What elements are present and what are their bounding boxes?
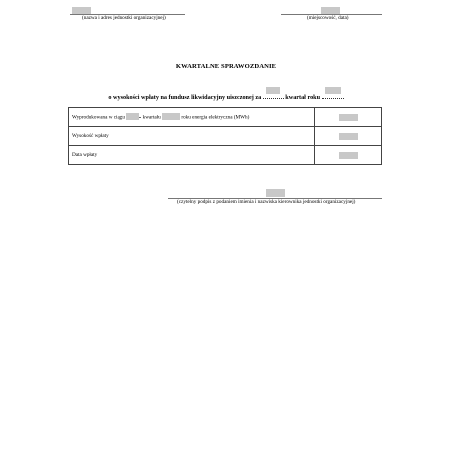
place-date-caption: (miejscowość, data) xyxy=(307,15,349,21)
payment-date-cell xyxy=(315,146,382,165)
table-row xyxy=(69,127,382,146)
table-row xyxy=(69,108,382,127)
redacted-year xyxy=(325,87,341,94)
redacted-place-date xyxy=(321,7,340,14)
subtitle-text-end: kwartał roku xyxy=(285,94,321,101)
year-field xyxy=(322,92,344,99)
redacted-quarter-number xyxy=(126,113,139,120)
report-subtitle xyxy=(0,92,452,101)
energy-label-part3: roku energia elektryczna (MWh) xyxy=(181,114,250,121)
energy-value-cell xyxy=(315,108,382,127)
energy-label-part1: Wyprodukowana w ciągu xyxy=(72,114,125,121)
redacted-quarter xyxy=(266,87,280,94)
subtitle-text-start: o wysokości wpłaty na fundusz likwidacyjny uiszczonej za xyxy=(108,94,262,101)
energy-label-part2: kwartału xyxy=(142,114,161,121)
redacted-payment-date xyxy=(339,152,358,159)
report-table xyxy=(68,107,382,165)
redacted-signature xyxy=(266,189,285,197)
payment-amount-label: Wysokość wpłaty xyxy=(69,127,315,146)
energy-label-cell xyxy=(69,108,315,127)
page-title: KWARTALNE SPRAWOZDANIE xyxy=(175,63,277,70)
signature-caption: (czytelny podpis z podaniem imienia i nazwiska kierownika jednostki organizacyjnej) xyxy=(177,199,356,205)
table-row xyxy=(69,146,382,165)
quarter-field xyxy=(263,92,284,99)
payment-amount-cell xyxy=(315,127,382,146)
payment-date-label: Data wpłaty xyxy=(69,146,315,165)
redacted-year-number xyxy=(162,113,180,120)
redacted-energy-value xyxy=(339,114,358,121)
quarter-line xyxy=(139,117,141,118)
redacted-payment-amount xyxy=(339,133,358,140)
redacted-organization-name xyxy=(72,7,91,14)
organization-caption: (nazwa i adres jednostki organizacyjnej) xyxy=(82,15,166,21)
